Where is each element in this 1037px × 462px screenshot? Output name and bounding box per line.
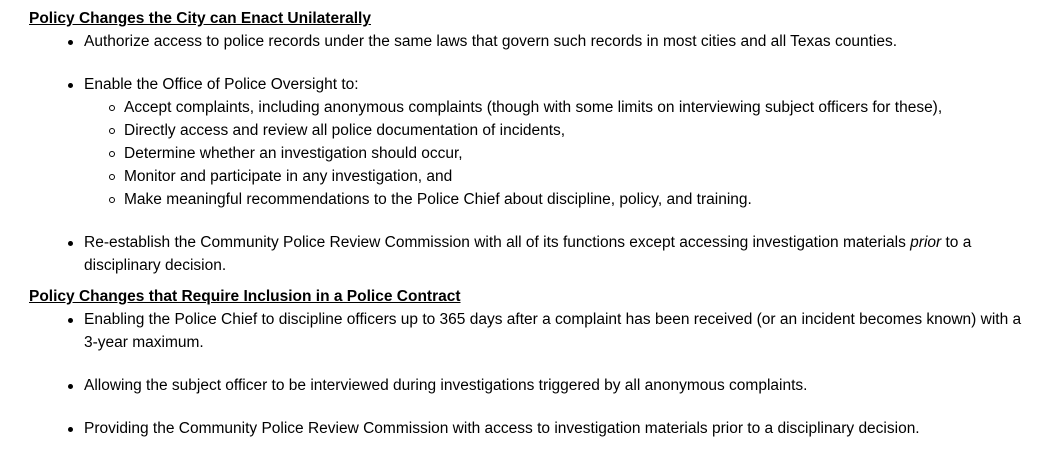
document-body: [29, 9, 1027, 450]
list-item: Authorize access to police records under the same laws that govern such records in most cities and all Texas counties.: [84, 30, 1027, 53]
list-item-review-commission: [84, 231, 1027, 277]
sub-list-item: Monitor and participate in any investigation, and: [124, 165, 1027, 188]
sub-list-item: Directly access and review all police documentation of incidents,: [124, 119, 1027, 142]
text-part: to a disciplinary decision.: [84, 234, 972, 274]
list-item-text: Enable the Office of Police Oversight to:: [84, 76, 359, 93]
text-part: Re-establish the Community Police Review Commission with all of its functions except accessing investigation materials: [84, 234, 911, 251]
section-heading-unilateral: Policy Changes the City can Enact Unilaterally: [29, 10, 371, 27]
emphasis-text: prior: [910, 234, 942, 251]
list-item-oversight: [84, 73, 1027, 211]
contract-changes-list: [29, 308, 1027, 440]
sub-list-item: Determine whether an investigation should occur,: [124, 142, 1027, 165]
sub-list-item: Accept complaints, including anonymous complaints (though with some limits on interviewing subject officers for these),: [124, 96, 1027, 119]
sub-list-item: Make meaningful recommendations to the Police Chief about discipline, policy, and training.: [124, 188, 1027, 211]
unilateral-changes-list: [29, 30, 1027, 277]
list-item: Allowing the subject officer to be interviewed during investigations triggered by all anonymous complaints.: [84, 374, 1027, 397]
oversight-sublist: [84, 96, 1027, 211]
section-heading-contract: Policy Changes that Require Inclusion in a Police Contract: [29, 288, 461, 305]
list-item: Providing the Community Police Review Commission with access to investigation materials prior to a disciplinary decision.: [84, 417, 1027, 440]
list-item: Enabling the Police Chief to discipline officers up to 365 days after a complaint has been received (or an incident becomes known) with a 3-year maximum.: [84, 308, 1027, 354]
